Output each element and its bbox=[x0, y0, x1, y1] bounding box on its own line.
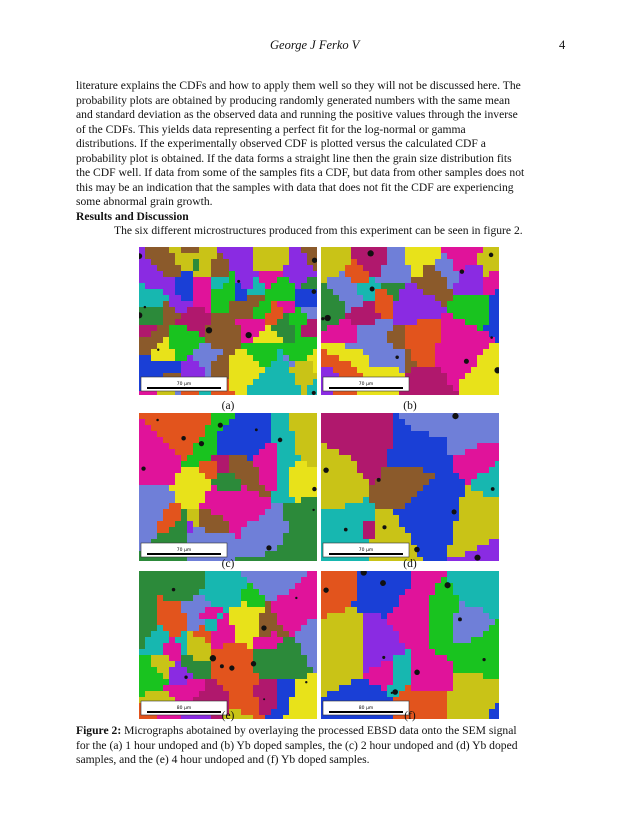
grain-cells bbox=[139, 413, 317, 561]
panel-label-d: (d) bbox=[403, 558, 417, 570]
caption-line: samples, and the (e) 4 hour undoped and (f) Yb doped samples. bbox=[76, 753, 370, 766]
paragraph-line: some abnormal grain growth. bbox=[76, 195, 213, 208]
pore-mark bbox=[218, 423, 223, 428]
pore-mark bbox=[414, 547, 420, 553]
paragraph-line: probability plots are obtained by producing randomly generated numbers with the same mean bbox=[76, 93, 511, 107]
pore-mark bbox=[395, 356, 398, 359]
grain-cells bbox=[321, 247, 499, 395]
pore-mark bbox=[141, 466, 145, 470]
pore-mark bbox=[312, 289, 317, 294]
pore-mark bbox=[458, 617, 462, 621]
scale-bar-label: 80 µm bbox=[358, 706, 374, 711]
pore-mark bbox=[206, 327, 212, 333]
pore-mark bbox=[464, 359, 469, 364]
caption-text: Micrographs abotained by overlaying the processed EBSD data onto the SEM signal bbox=[121, 724, 517, 737]
micrograph-e bbox=[139, 571, 317, 719]
pore-mark bbox=[312, 509, 314, 511]
scale-bar-label: 70 µm bbox=[176, 548, 192, 553]
pore-mark bbox=[144, 306, 146, 308]
pore-mark bbox=[237, 280, 240, 283]
micrograph-b bbox=[321, 247, 499, 395]
pore-mark bbox=[321, 317, 324, 320]
grain-cells bbox=[139, 247, 317, 395]
scale-bar-label: 70 µm bbox=[176, 382, 192, 387]
pore-mark bbox=[452, 413, 458, 419]
pore-mark bbox=[312, 487, 316, 491]
pore-mark bbox=[368, 250, 374, 256]
pore-mark bbox=[157, 349, 159, 351]
pore-mark bbox=[181, 436, 186, 441]
caption-label: Figure 2: bbox=[76, 724, 122, 737]
pore-mark bbox=[312, 391, 316, 395]
pore-mark bbox=[266, 545, 271, 550]
grain-cells bbox=[139, 571, 317, 719]
page-number: 4 bbox=[559, 38, 566, 52]
pore-mark bbox=[452, 509, 457, 514]
panel-label-c: (c) bbox=[221, 558, 235, 570]
paragraph-line: this may be an indication that the samples with data that does not fit the CDF are experiencing bbox=[76, 180, 514, 194]
pore-mark bbox=[391, 692, 393, 694]
figure-caption bbox=[76, 724, 566, 768]
pore-mark bbox=[491, 487, 495, 491]
scale-bar-label: 80 µm bbox=[176, 706, 192, 711]
micrograph-c bbox=[139, 413, 317, 561]
pore-mark bbox=[323, 587, 328, 592]
caption-line: for the (a) 1 hour undoped and (b) Yb doped samples, the (c) 2 hour undoped and (d) Yb doped bbox=[76, 738, 518, 752]
paragraph-line: of the CDFs. This yields data representing a perfect fit for the log-normal or gamma bbox=[76, 122, 466, 136]
micrograph-a bbox=[139, 247, 317, 395]
scale-bar-label: 70 µm bbox=[358, 382, 374, 387]
pore-mark bbox=[392, 689, 398, 695]
pore-mark bbox=[344, 528, 348, 532]
pore-mark bbox=[246, 332, 252, 338]
pore-mark bbox=[414, 670, 419, 675]
grain-map-graphic bbox=[139, 413, 317, 561]
pore-mark bbox=[380, 580, 386, 586]
pore-mark bbox=[382, 525, 386, 529]
paragraph-line: and standard deviation as the observed data and running the positive values through the inverse bbox=[76, 108, 518, 121]
pore-mark bbox=[251, 661, 256, 666]
section-heading: Results and Discussion bbox=[76, 209, 189, 223]
pore-mark bbox=[229, 665, 234, 670]
pore-mark bbox=[482, 658, 485, 661]
pore-mark bbox=[474, 555, 480, 561]
pore-mark bbox=[220, 664, 224, 668]
pore-mark bbox=[305, 681, 307, 683]
paragraph-line: probability plot is obtained. If the data forms a straight line then the grain size distribution fits bbox=[76, 151, 512, 165]
section-paragraph: The six different microstructures produced from this experiment can be seen in figure 2. bbox=[114, 224, 523, 237]
pore-mark bbox=[199, 441, 204, 446]
pore-mark bbox=[255, 428, 258, 431]
grain-map-graphic bbox=[321, 413, 499, 561]
running-head-author: George J Ferko V bbox=[270, 38, 360, 52]
paragraph-line: the CDF well. If data from some of the samples fits a CDF, but data from other samples does not bbox=[76, 166, 525, 179]
pore-mark bbox=[382, 656, 385, 659]
pore-mark bbox=[460, 269, 464, 273]
pore-mark bbox=[172, 588, 175, 591]
figure-2 bbox=[139, 247, 499, 722]
panel-label-a: (a) bbox=[221, 400, 235, 412]
page-header bbox=[0, 38, 638, 54]
pore-mark bbox=[377, 478, 381, 482]
pore-mark bbox=[295, 597, 297, 599]
pore-mark bbox=[263, 698, 265, 700]
paragraph-line: literature explains the CDFs and how to apply them well so they will not be discussed here. The bbox=[76, 79, 521, 92]
grain-cells bbox=[321, 413, 499, 561]
pore-mark bbox=[184, 676, 187, 679]
grain-map-graphic bbox=[321, 247, 499, 395]
pore-mark bbox=[489, 253, 493, 257]
body-text bbox=[76, 79, 566, 239]
panel-label-f: (f) bbox=[404, 710, 416, 722]
micrograph-f bbox=[321, 571, 499, 719]
grain-map-graphic bbox=[321, 571, 499, 719]
pore-mark bbox=[156, 419, 159, 422]
panel-label-b: (b) bbox=[403, 400, 417, 412]
scale-bar-label: 70 µm bbox=[358, 548, 374, 553]
grain-map-graphic bbox=[139, 247, 317, 395]
pore-mark bbox=[323, 467, 328, 472]
pore-mark bbox=[210, 655, 216, 661]
panel-label-e: (e) bbox=[221, 710, 235, 722]
grain-map-graphic bbox=[139, 571, 317, 719]
grain-cells bbox=[321, 571, 499, 719]
pore-mark bbox=[278, 438, 283, 443]
micrograph-d bbox=[321, 413, 499, 561]
pore-mark bbox=[261, 625, 266, 630]
pore-mark bbox=[370, 287, 375, 292]
paragraph-line: distributions. If the experimentally observed CDF is plotted versus the calculated CDF a bbox=[76, 137, 486, 150]
pore-mark bbox=[325, 315, 331, 321]
pore-mark bbox=[445, 582, 451, 588]
pore-mark bbox=[490, 336, 493, 339]
